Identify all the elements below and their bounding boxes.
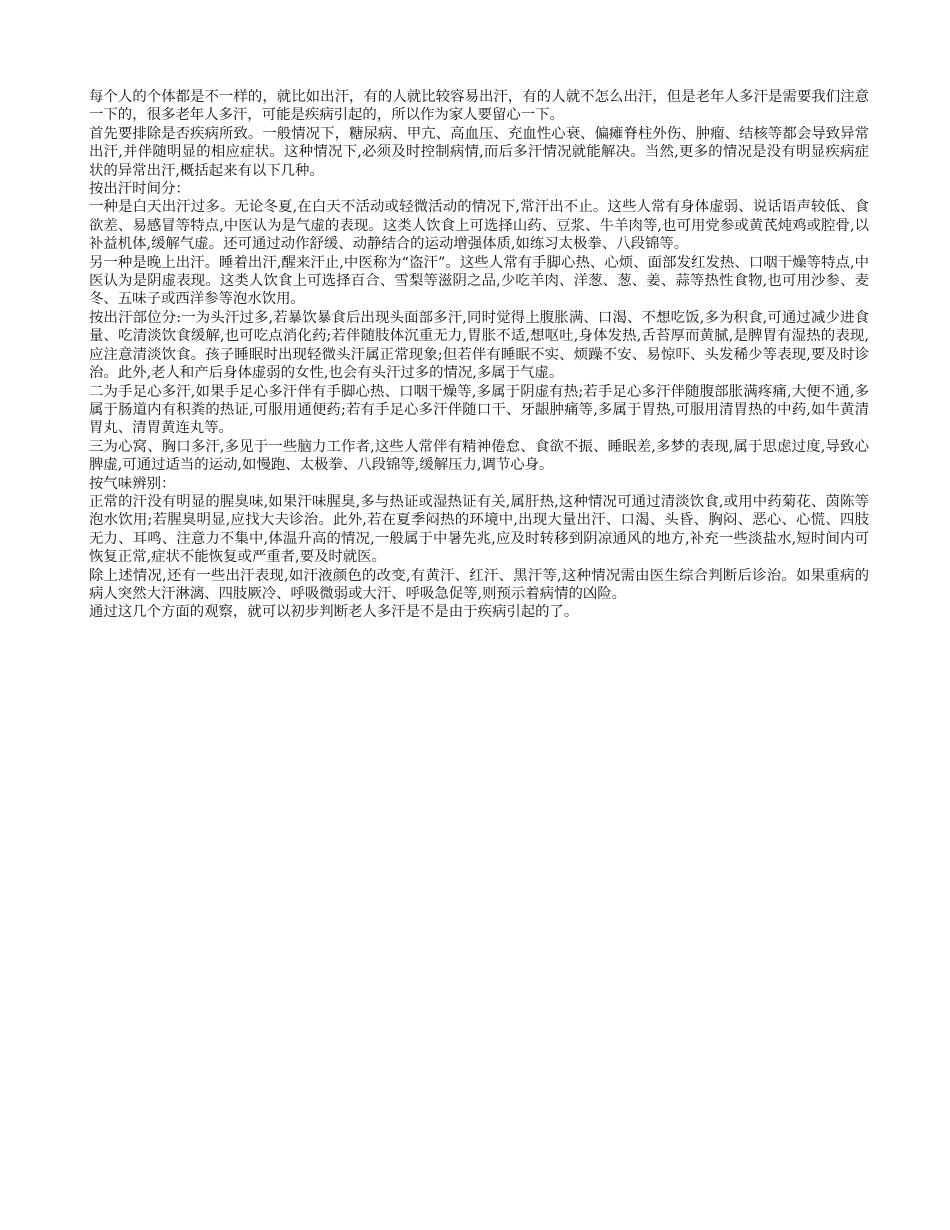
head-sweating-paragraph: 按出汗部位分:一为头汗过多,若暴饮暴食后出现头面部多汗,同时觉得上腹胀满、口渴、不想吃饭,多为积食,可通过减少进食量、吃清淡饮食缓解,也可吃点消化药;若伴随肢体沉重无力,胃胀不适,想呕吐,身体发热,舌苔厚而黄腻,是脾胃有湿热的表现,应注意清淡饮食。孩子睡眠时出现轻微头汗属正常现象;但若伴有睡眠不实、烦躁不安、易惊吓、头发稀少等表现,要及时诊治。此外,老人和产后身体虚弱的女性,也会有头汗过多的情况,多属于气虚。 — [89, 309, 869, 382]
by-odor-heading: 按气味辨别： — [89, 475, 176, 492]
daytime-sweating-paragraph: 一种是白天出汗过多。无论冬夏,在白天不活动或轻微活动的情况下,常汗出不止。这些人常有身体虚弱、说话语声较低、食欲差、易感冒等特点,中医认为是气虚的表现。这类人饮食上可选择山药、豆浆、牛羊肉等,也可用党参或黄芪炖鸡或腔骨,以补益机体,缓解气虚。还可通过动作舒缓、动静结合的运动增强体质,如练习太极拳、八段锦等。 — [89, 199, 869, 253]
intro-paragraph: 每个人的个体都是不一样的，就比如出汗，有的人就比较容易出汗，有的人就不怎么出汗，但是老年人多汗是需要我们注意一下的，很多老年人多汗，可能是疾病引起的，所以作为家人要留心一下。 — [89, 89, 869, 124]
other-signs-paragraph: 除上述情况,还有一些出汗表现,如汗液颜色的改变,有黄汗、红汗、黑汗等,这种情况需由医生综合判断后诊治。如果重病的病人突然大汗淋漓、四肢厥冷、呼吸微弱或大汗、呼吸急促等,则预示着病情的凶险。 — [89, 567, 869, 602]
conclusion-paragraph: 通过这几个方面的观察，就可以初步判断老人多汗是不是由于疾病引起的了。 — [89, 604, 579, 621]
disease-exclusion-paragraph: 首先要排除是否疾病所致。一般情况下，糖尿病、甲亢、高血压、充血性心衰、偏瘫脊柱外伤、肿瘤、结核等都会导致异常出汗,并伴随明显的相应症状。这种情况下,必须及时控制病情,而后多汗情况就能解决。当然,更多的情况是没有明显疾病症状的异常出汗,概括起来有以下几种。 — [89, 125, 869, 179]
night-sweating-paragraph: 另一种是晚上出汗。睡着出汗,醒来汗止,中医称为“盗汗”。这些人常有手脚心热、心烦、面部发红发热、口咽干燥等特点,中医认为是阴虚表现。这类人饮食上可选择百合、雪梨等滋阴之品,少吃羊肉、洋葱、葱、姜、蒜等热性食物,也可用沙参、麦冬、五味子或西洋参等泡水饮用。 — [89, 254, 869, 308]
odor-paragraph: 正常的汗没有明显的腥臭味,如果汗味腥臭,多与热证或湿热证有关,属肝热,这种情况可通过清淡饮食,或用中药菊花、茵陈等泡水饮用;若腥臭明显,应找大夫诊治。此外,若在夏季闷热的环境中,出现大量出汗、口渴、头昏、胸闷、恶心、心慌、四肢无力、耳鸣、注意力不集中,体温升高的情况,一般属于中暑先兆,应及时转移到阴凉通风的地方,补充一些淡盐水,短时间内可恢复正常,症状不能恢复或严重者,要及时就医。 — [89, 493, 869, 566]
palm-sole-sweating-paragraph: 二为手足心多汗,如果手足心多汗伴有手脚心热、口咽干燥等,多属于阴虚有热;若手足心多汗伴随腹部胀满疼痛,大便不通,多属于肠道内有积粪的热证,可服用通便药;若有手足心多汗伴随口干、牙龈肿痛等,多属于胃热,可服用清胃热的中药,如牛黄清胃丸、清胃黄连丸等。 — [89, 383, 869, 437]
chest-sweating-paragraph: 三为心窝、胸口多汗,多见于一些脑力工作者,这些人常伴有精神倦怠、食欲不振、睡眠差,多梦的表现,属于思虑过度,导致心脾虚,可通过适当的运动,如慢跑、太极拳、八段锦等,缓解压力,调节心身。 — [89, 438, 869, 474]
by-time-heading: 按出汗时间分： — [89, 181, 190, 198]
document-body — [89, 88, 869, 622]
